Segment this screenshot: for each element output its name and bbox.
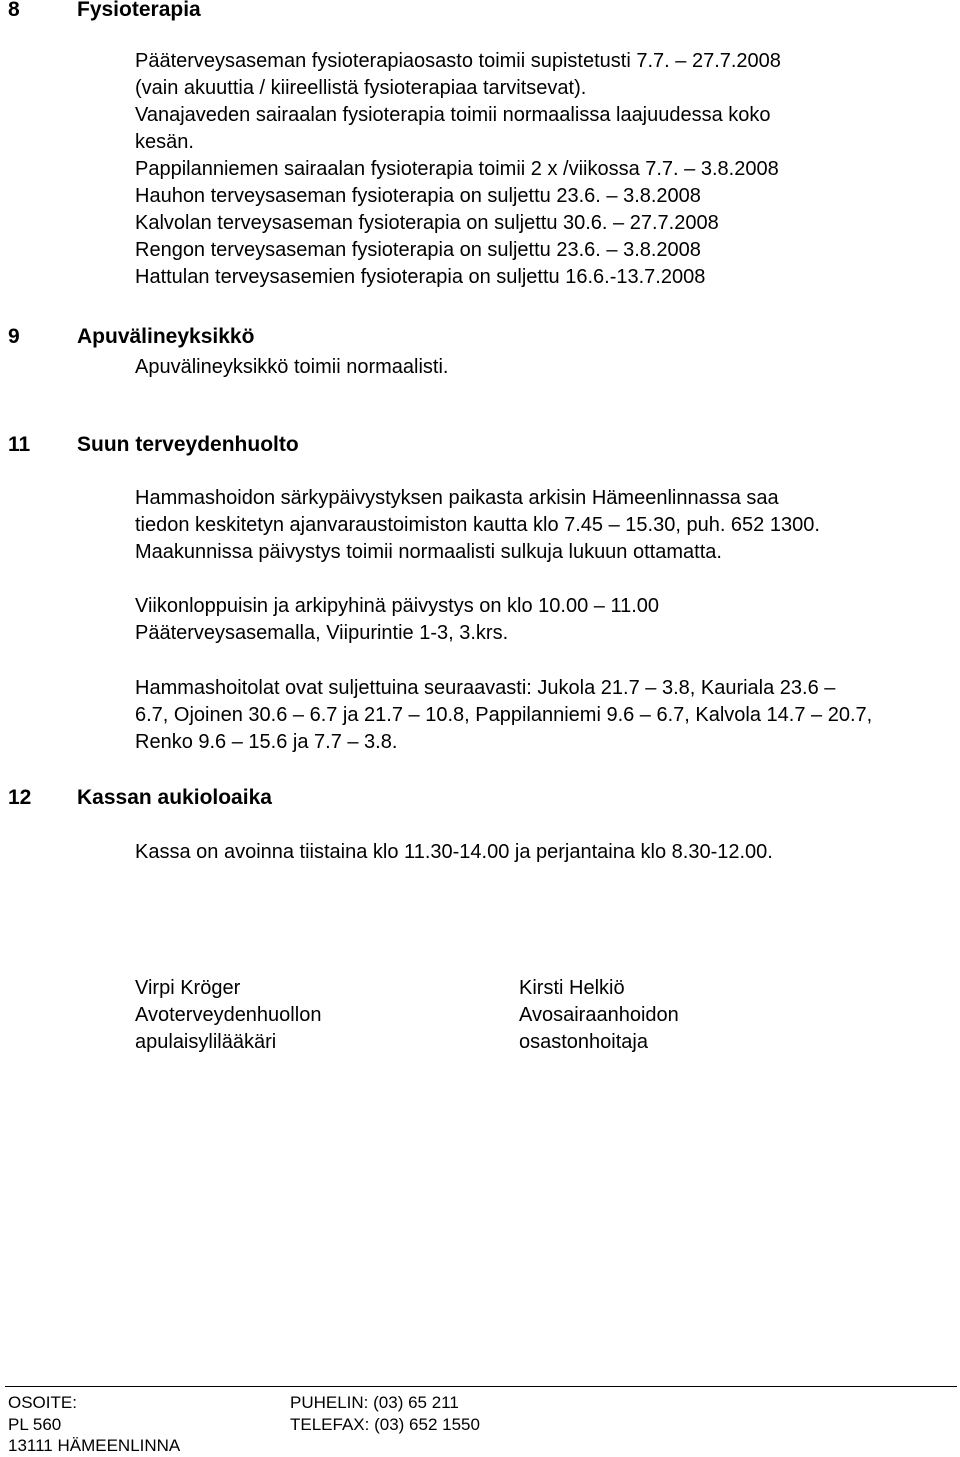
footer-phone: PUHELIN: (03) 65 211 xyxy=(290,1393,459,1412)
section-9-body xyxy=(135,354,448,381)
footer-divider xyxy=(5,1386,957,1387)
section-8-heading xyxy=(8,0,201,22)
section-12-number: 12 xyxy=(8,786,32,809)
section-11-heading xyxy=(8,433,299,457)
footer-fax: TELEFAX: (03) 652 1550 xyxy=(290,1414,480,1434)
section-8-number: 8 xyxy=(8,0,20,21)
signer-name: Kirsti Helkiö xyxy=(519,977,625,999)
section-9-number: 9 xyxy=(8,325,20,348)
section-8-line: Hattulan terveysasemien fysioterapia on suljettu 16.6.-13.7.2008 xyxy=(135,266,706,288)
section-11-line: Pääterveysasemalla, Viipurintie 1-3, 3.krs. xyxy=(135,622,509,644)
section-8-line: kesän. xyxy=(135,131,194,153)
signer-name: Virpi Kröger xyxy=(135,977,241,999)
footer-contact xyxy=(290,1392,480,1435)
section-11-line: 6.7, Ojoinen 30.6 – 6.7 ja 21.7 – 10.8, Pappilanniemi 9.6 – 6.7, Kalvola 14.7 – 20.7, xyxy=(135,704,873,726)
section-11-number: 11 xyxy=(8,433,31,456)
section-8-line: (vain akuuttia / kiireellistä fysioterapiaa tarvitsevat). xyxy=(135,77,587,99)
section-11-line: Hammashoitolat ovat suljettuina seuraavasti: Jukola 21.7 – 3.8, Kauriala 23.6 – xyxy=(135,677,836,699)
section-8-line: Kalvolan terveysaseman fysioterapia on suljettu 30.6. – 27.7.2008 xyxy=(135,212,719,234)
section-8-line: Pappilanniemen sairaalan fysioterapia toimii 2 x /viikossa 7.7. – 3.8.2008 xyxy=(135,158,779,180)
section-8-title: Fysioterapia xyxy=(77,0,201,21)
section-11-line: Maakunnissa päivystys toimii normaalisti sulkuja lukuun ottamatta. xyxy=(135,541,722,563)
signer-title: apulaisylilääkäri xyxy=(135,1031,277,1053)
section-11-paragraph-2 xyxy=(135,593,659,647)
signature-right xyxy=(519,975,679,1056)
section-8-line: Rengon terveysaseman fysioterapia on suljettu 23.6. – 3.8.2008 xyxy=(135,239,701,261)
section-12-line: Kassa on avoinna tiistaina klo 11.30-14.00 ja perjantaina klo 8.30-12.00. xyxy=(135,841,773,863)
section-12-heading xyxy=(8,786,272,810)
section-11-line: Renko 9.6 – 15.6 ja 7.7 – 3.8. xyxy=(135,731,398,753)
signer-title: osastonhoitaja xyxy=(519,1031,648,1053)
footer-address xyxy=(8,1392,180,1457)
signer-title: Avoterveydenhuollon xyxy=(135,1004,322,1026)
section-9-heading xyxy=(8,325,254,349)
section-11-title: Suun terveydenhuolto xyxy=(77,433,299,456)
section-9-line: Apuvälineyksikkö toimii normaalisti. xyxy=(135,356,449,378)
section-11-paragraph-1 xyxy=(135,485,820,566)
section-12-body xyxy=(135,839,773,866)
footer-address-label: OSOITE: xyxy=(8,1393,77,1412)
section-9-title: Apuvälineyksikkö xyxy=(77,325,255,348)
section-8-line: Hauhon terveysaseman fysioterapia on suljettu 23.6. – 3.8.2008 xyxy=(135,185,701,207)
section-11-paragraph-3 xyxy=(135,675,872,756)
footer-address-line: PL 560 xyxy=(8,1414,62,1434)
section-11-line: Viikonloppuisin ja arkipyhinä päivystys on klo 10.00 – 11.00 xyxy=(135,595,660,617)
section-12-title: Kassan aukioloaika xyxy=(77,786,272,809)
section-8-line: Vanajaveden sairaalan fysioterapia toimii normaalissa laajuudessa koko xyxy=(135,104,771,126)
footer-address-line: 13111 HÄMEENLINNA xyxy=(8,1436,181,1455)
section-11-line: tiedon keskitetyn ajanvaraustoimiston kautta klo 7.45 – 15.30, puh. 652 1300. xyxy=(135,514,820,536)
section-11-line: Hammashoidon särkypäivystyksen paikasta arkisin Hämeenlinnassa saa xyxy=(135,487,779,509)
section-8-line: Pääterveysaseman fysioterapiaosasto toimii supistetusti 7.7. – 27.7.2008 xyxy=(135,50,781,72)
signature-left xyxy=(135,975,321,1056)
signer-title: Avosairaanhoidon xyxy=(519,1004,679,1026)
section-8-body xyxy=(135,48,781,291)
